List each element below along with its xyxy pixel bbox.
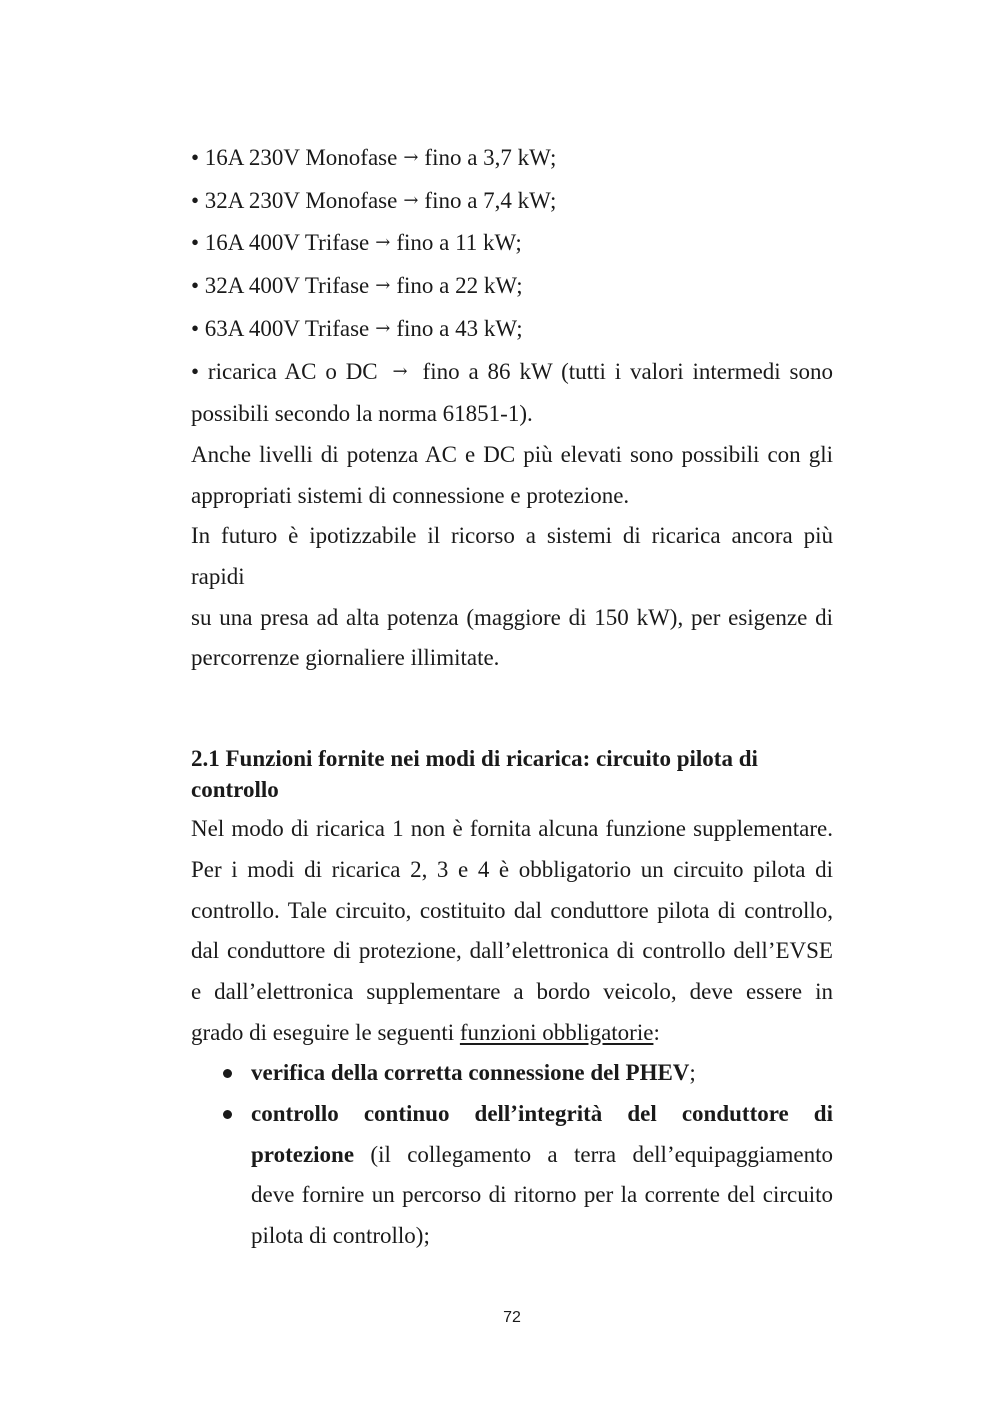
- section-spacer: [191, 679, 833, 743]
- list-item-line: [251, 1135, 833, 1176]
- list-item-bold: verifica della corretta connessione del PHEV: [251, 1060, 690, 1086]
- arrow-icon: →: [403, 147, 419, 168]
- paragraph-line: appropriati sistemi di connessione e protezione.: [191, 482, 630, 508]
- paragraph-line: Per i modi di ricarica 2, 3 e 4 è obbligatorio un circuito pilota di: [191, 856, 833, 882]
- section-heading-line: controllo: [191, 777, 279, 803]
- list-item-bold: controllo continuo dell’integrità del conduttore di: [251, 1101, 833, 1127]
- bullet-icon: [223, 1069, 232, 1078]
- power-level-item: [191, 266, 833, 309]
- paragraph-text: grado di eseguire le seguenti: [191, 1019, 460, 1045]
- power-level-continuation: possibili secondo la norma 61851-1).: [191, 401, 533, 427]
- paragraph-line: [191, 1013, 833, 1054]
- power-level-item: [191, 352, 833, 395]
- power-level-spec: • 16A 230V Monofase: [191, 145, 398, 170]
- list-item-line: [251, 1053, 833, 1094]
- arrow-icon: →: [375, 275, 391, 297]
- list-item-line: pilota di controllo);: [251, 1223, 430, 1249]
- list-item-bold: protezione: [251, 1141, 355, 1167]
- power-level-spec: • 63A 400V Trifase: [191, 315, 370, 341]
- paragraph-line: Anche livelli di potenza AC e DC più elevati sono possibili con gli: [191, 441, 833, 467]
- list-item-line: deve fornire un percorso di ritorno per la corrente del circuito: [251, 1182, 833, 1208]
- power-level-value: fino a 7,4 kW;: [424, 187, 557, 213]
- paragraph-charging-modes: [191, 809, 833, 1053]
- list-item: [191, 1094, 833, 1257]
- power-level-item: [191, 181, 833, 224]
- arrow-icon: →: [392, 360, 408, 382]
- arrow-icon: →: [403, 189, 419, 211]
- power-level-spec: • ricarica AC o DC: [191, 358, 378, 384]
- power-level-spec: • 32A 230V Monofase: [191, 187, 398, 213]
- bullet-icon: [223, 1110, 232, 1119]
- arrow-icon: →: [375, 317, 391, 339]
- power-level-spec: • 32A 400V Trifase: [191, 273, 370, 299]
- power-level-item: [191, 309, 833, 352]
- section-heading: [191, 743, 833, 805]
- paragraph-line: e dall’elettronica supplementare a bordo veicolo, deve essere in: [191, 978, 833, 1004]
- power-level-list: [191, 138, 833, 435]
- list-item-text: ;: [689, 1060, 696, 1086]
- page-number: 72: [503, 1309, 521, 1326]
- underlined-term: funzioni obbligatorie: [459, 1019, 654, 1045]
- power-level-value: fino a 86 kW (tutti i valori intermedi sono: [422, 358, 833, 384]
- paragraph-line: Nel modo di ricarica 1 non è fornita alcuna funzione supplementare.: [191, 816, 833, 842]
- page-body: [191, 138, 833, 1257]
- paragraph-line: controllo. Tale circuito, costituito dal conduttore pilota di controllo,: [191, 897, 833, 923]
- power-level-value: fino a 22 kW;: [396, 273, 523, 299]
- paragraph-line: In futuro è ipotizzabile il ricorso a sistemi di ricarica ancora più rapidi: [191, 523, 833, 590]
- paragraph-line: dal conduttore di protezione, dall’elettronica di controllo dell’EVSE: [191, 938, 833, 964]
- mandatory-functions-list: [191, 1053, 833, 1257]
- power-level-value: fino a 3,7 kW;: [424, 145, 557, 170]
- power-level-value: fino a 11 kW;: [396, 230, 522, 256]
- power-level-item: [191, 138, 833, 181]
- paragraph-line: su una presa ad alta potenza (maggiore di 150 kW), per esigenze di: [191, 604, 833, 630]
- power-level-spec: • 16A 400V Trifase: [191, 230, 370, 256]
- power-level-value: fino a 43 kW;: [396, 315, 523, 341]
- paragraph-line: percorrenze giornaliere illimitate.: [191, 645, 500, 671]
- list-item-text: (il collegamento a terra dell’equipaggiamento: [354, 1141, 833, 1167]
- paragraph-future: [191, 516, 833, 679]
- arrow-icon: →: [375, 232, 391, 254]
- list-item: [191, 1053, 833, 1094]
- power-level-item: [191, 223, 833, 266]
- paragraph-higher-power: [191, 435, 833, 516]
- paragraph-text: :: [653, 1019, 660, 1045]
- section-heading-line: 2.1 Funzioni fornite nei modi di ricarica: circuito pilota di: [191, 746, 758, 772]
